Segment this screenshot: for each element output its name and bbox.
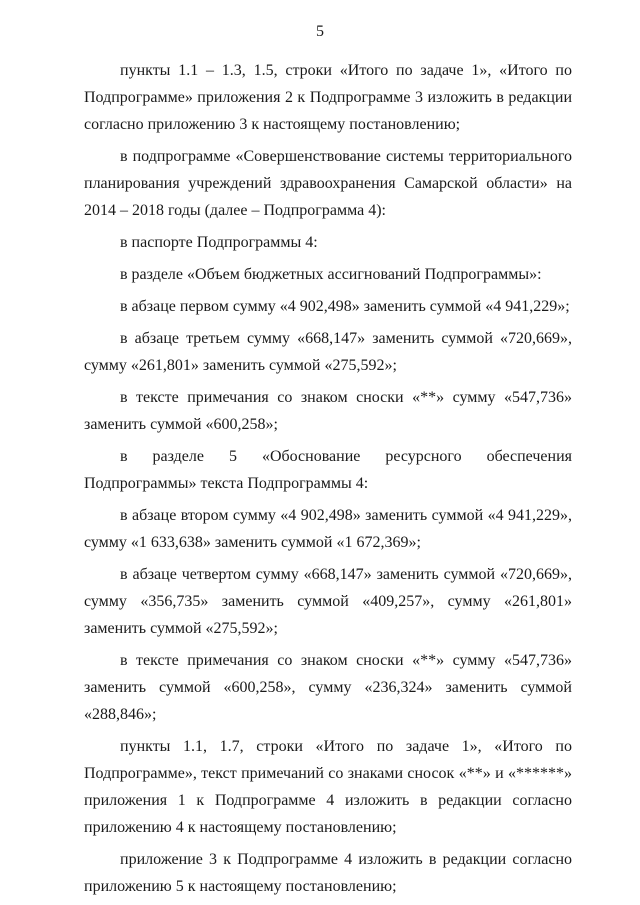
paragraph-1: пункты 1.1 – 1.3, 1.5, строки «Итого по задаче 1», «Итого по Подпрограмме» приложения 2 к Подпрограмме 3 изложить в редакции согласно приложению 3 к настоящему постановлению; [84, 62, 572, 133]
document-body [84, 57, 572, 905]
paragraph-6: в абзаце третьем сумму «668,147» заменить суммой «720,669», сумму «261,801» заменить суммой «275,592»; [84, 330, 572, 374]
paragraph-2: в подпрограмме «Совершенствование системы территориального планирования учреждений здравоохранения Самарской области» на 2014 – 2018 годы (далее – Подпрограмма 4): [84, 148, 572, 219]
paragraph-10: в абзаце четвертом сумму «668,147» заменить суммой «720,669», сумму «356,735» заменить суммой «409,257», сумму «261,801» заменить суммой «275,592»; [84, 566, 572, 637]
paragraph-11: в тексте примечания со знаком сноски «**» сумму «547,736» заменить суммой «600,258», сумму «236,324» заменить суммой «288,846»; [84, 652, 572, 723]
paragraph-3: в паспорте Подпрограммы 4: [120, 234, 318, 251]
page-number: 5 [316, 23, 324, 40]
paragraph-12: пункты 1.1, 1.7, строки «Итого по задаче 1», «Итого по Подпрограмме», текст примечаний со знаками сносок «**» и «******» приложения 1 к Подпрограмме 4 изложить в редакции согласно приложению 4 к настоящему постановлению; [84, 738, 572, 836]
paragraph-8: в разделе 5 «Обоснование ресурсного обеспечения Подпрограммы» текста Подпрограммы 4: [84, 448, 572, 492]
paragraph-9: в абзаце втором сумму «4 902,498» заменить суммой «4 941,229», сумму «1 633,638» заменить суммой «1 672,369»; [84, 507, 572, 551]
paragraph-4: в разделе «Объем бюджетных ассигнований Подпрограммы»: [120, 266, 542, 283]
paragraph-7: в тексте примечания со знаком сноски «**» сумму «547,736» заменить суммой «600,258»; [84, 389, 572, 433]
paragraph-5: в абзаце первом сумму «4 902,498» заменить суммой «4 941,229»; [120, 298, 570, 315]
paragraph-13: приложение 3 к Подпрограмме 4 изложить в редакции согласно приложению 5 к настоящему постановлению; [84, 851, 572, 895]
